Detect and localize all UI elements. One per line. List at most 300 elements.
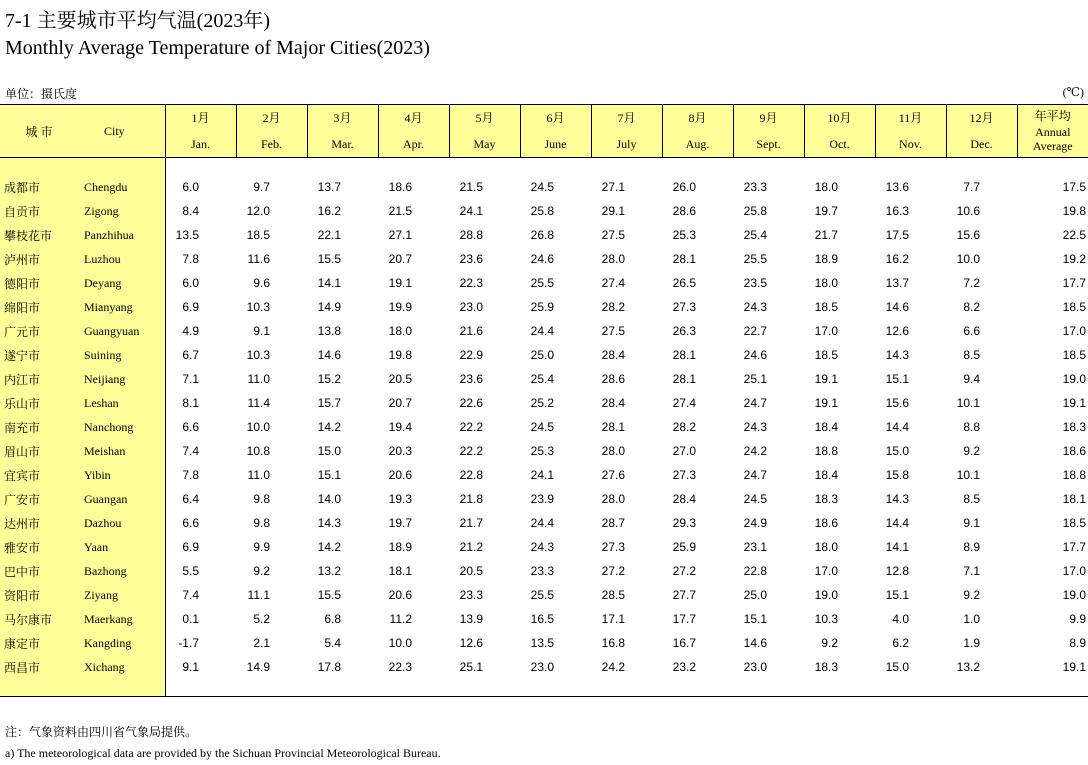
temperature-value: 11.0 (247, 468, 270, 482)
temperature-value: 24.1 (459, 204, 483, 218)
temperature-value: 27.5 (601, 324, 625, 338)
temperature-value: 27.0 (672, 444, 696, 458)
temperature-value: 25.0 (743, 588, 767, 602)
temperature-value: 16.2 (317, 204, 341, 218)
city-name-en: Dazhou (78, 511, 165, 535)
annual-average-value: 17.7 (1062, 276, 1086, 290)
annual-average-value: 19.1 (1062, 396, 1086, 410)
page-title-en: Monthly Average Temperature of Major Cities(2023) (5, 37, 430, 59)
annual-average-value: 19.1 (1017, 655, 1088, 697)
temperature-value: 21.6 (459, 324, 483, 338)
table-row (0, 631, 1088, 655)
temperature-value: 19.9 (388, 300, 412, 314)
temperature-value: 27.3 (672, 300, 696, 314)
temperature-value: 18.9 (388, 540, 412, 554)
temperature-value: 9.2 (963, 444, 980, 458)
temperature-value: 28.4 (601, 396, 625, 410)
temperature-value: 5.4 (324, 636, 341, 650)
temperature-value: 17.0 (814, 324, 838, 338)
header-month-6 (520, 105, 591, 158)
temperature-value: 19.3 (388, 492, 412, 506)
temperature-value: 10.0 (956, 252, 980, 266)
temperature-value: 27.2 (672, 564, 696, 578)
city-name-cn: 自贡市 (0, 199, 78, 223)
page-title-cn: 7-1 主要城市平均气温(2023年) (5, 10, 270, 32)
temperature-value: 29.1 (601, 204, 625, 218)
city-name-en: Guangyuan (78, 319, 165, 343)
city-name-en: Yibin (78, 463, 165, 487)
temperature-value: 6.6 (182, 516, 199, 530)
header-month-cn: 2月 (262, 111, 281, 125)
city-name-cn: 泸州市 (0, 247, 78, 271)
city-name-en: Ziyang (78, 583, 165, 607)
temperature-value: 25.5 (530, 588, 554, 602)
temperature-value: 12.6 (885, 324, 909, 338)
temperature-value: 22.3 (378, 655, 449, 697)
city-name-cn: 眉山市 (0, 439, 78, 463)
header-month-10 (804, 105, 875, 158)
header-annual-label: Annual (1035, 125, 1071, 139)
temperature-value: 25.4 (743, 228, 767, 242)
temperature-value: 28.2 (672, 420, 696, 434)
temperature-value: 23.0 (520, 655, 591, 697)
temperature-value: 24.7 (743, 396, 767, 410)
temperature-value: 15.6 (885, 396, 909, 410)
temperature-value: 28.4 (601, 348, 625, 362)
temperature-value: 18.0 (814, 276, 838, 290)
temperature-value: 23.2 (662, 655, 733, 697)
temperature-value: 19.0 (814, 588, 838, 602)
temperature-value: 23.6 (459, 372, 483, 386)
temperature-value: 11.4 (247, 396, 270, 410)
temperature-value: 11.2 (389, 612, 412, 626)
city-name-en: Maerkang (78, 607, 165, 631)
unit-symbol: (℃) (1062, 85, 1084, 99)
temperature-value: 7.1 (182, 372, 199, 386)
temperature-value: 20.3 (388, 444, 412, 458)
city-name-cn: 绵阳市 (0, 295, 78, 319)
temperature-value: 9.8 (253, 492, 270, 506)
city-name-cn: 巴中市 (0, 559, 78, 583)
temperature-value: 27.2 (601, 564, 625, 578)
header-month-11 (875, 105, 946, 158)
temperature-value: 6.6 (182, 420, 199, 434)
temperature-value: 28.0 (601, 252, 625, 266)
temperature-value: 9.4 (963, 372, 980, 386)
temperature-value: 24.3 (530, 540, 554, 554)
temperature-value: 24.4 (530, 324, 554, 338)
temperature-value: 9.8 (253, 516, 270, 530)
temperature-value: 22.2 (459, 444, 483, 458)
temperature-value: 9.7 (253, 180, 270, 194)
city-name-cn: 内江市 (0, 367, 78, 391)
annual-average-value: 18.5 (1062, 300, 1086, 314)
table-row (0, 655, 1088, 697)
temperature-value: 22.1 (317, 228, 341, 242)
city-name-cn: 资阳市 (0, 583, 78, 607)
temperature-value: 5.2 (253, 612, 270, 626)
temperature-value: 18.5 (814, 300, 838, 314)
temperature-value: 24.5 (530, 420, 554, 434)
temperature-value: 28.7 (601, 516, 625, 530)
temperature-value: 15.8 (885, 468, 909, 482)
table-row (0, 367, 1088, 391)
city-name-cn: 乐山市 (0, 391, 78, 415)
temperature-value: 26.3 (672, 324, 696, 338)
temperature-value: 17.8 (307, 655, 378, 697)
header-month-en: July (616, 137, 637, 151)
table-row (0, 559, 1088, 583)
temperature-value: 29.3 (672, 516, 696, 530)
temperature-value: 0.1 (182, 612, 199, 626)
temperature-value: 27.3 (672, 468, 696, 482)
city-name-cn: 广安市 (0, 487, 78, 511)
temperature-value: 27.4 (672, 396, 696, 410)
temperature-value: 25.3 (672, 228, 696, 242)
temperature-value: 28.1 (672, 348, 696, 362)
temperature-value: 6.6 (963, 324, 980, 338)
temperature-value: 15.5 (317, 588, 341, 602)
header-month-2 (236, 105, 307, 158)
temperature-value: 6.9 (182, 540, 199, 554)
temperature-value: 18.0 (814, 180, 838, 194)
header-month-en: Jan. (191, 137, 210, 151)
city-name-en: Yaan (78, 535, 165, 559)
annual-average-value: 17.0 (1062, 324, 1086, 338)
temperature-value: 9.2 (963, 588, 980, 602)
annual-average-value: 17.0 (1062, 564, 1086, 578)
temperature-value: 8.9 (963, 540, 980, 554)
table-row (0, 158, 1088, 200)
header-row (0, 105, 1088, 158)
temperature-value: 15.2 (317, 372, 341, 386)
temperature-value: 24.5 (530, 180, 554, 194)
annual-average-value: 22.5 (1062, 228, 1086, 242)
table-row (0, 199, 1088, 223)
temperature-value: 23.6 (459, 252, 483, 266)
temperature-value: 24.1 (530, 468, 554, 482)
temperature-value: 13.8 (317, 324, 341, 338)
header-month-5 (449, 105, 520, 158)
temperature-value: 20.6 (388, 468, 412, 482)
temperature-value: 7.1 (963, 564, 980, 578)
table-row (0, 535, 1088, 559)
temperature-value: 24.6 (743, 348, 767, 362)
temperature-value: 22.6 (459, 396, 483, 410)
temperature-value: 7.7 (963, 180, 980, 194)
temperature-value: 7.8 (182, 468, 199, 482)
city-name-en: Deyang (78, 271, 165, 295)
temperature-value: 24.2 (743, 444, 767, 458)
temperature-value: 18.3 (804, 655, 875, 697)
temperature-value: 6.8 (324, 612, 341, 626)
temperature-value: 27.6 (601, 468, 625, 482)
city-name-en: Chengdu (78, 158, 165, 200)
header-month-en: Dec. (970, 137, 993, 151)
temperature-value: 13.9 (459, 612, 483, 626)
temperature-value: 13.6 (885, 180, 909, 194)
annual-average-value: 18.5 (1062, 348, 1086, 362)
header-month-en: Sept. (756, 137, 781, 151)
temperature-value: 23.3 (743, 180, 767, 194)
temperature-value: 10.1 (956, 468, 980, 482)
temperature-value: 15.1 (743, 612, 767, 626)
annual-average-value: 9.9 (1069, 612, 1086, 626)
temperature-value: 2.1 (253, 636, 270, 650)
header-month-8 (662, 105, 733, 158)
temperature-value: 23.1 (743, 540, 767, 554)
temperature-value: 10.3 (246, 300, 270, 314)
temperature-value: 16.5 (530, 612, 554, 626)
annual-average-value: 17.5 (1062, 180, 1086, 194)
temperature-value: 14.9 (317, 300, 341, 314)
temperature-value: 9.2 (821, 636, 838, 650)
temperature-value: 19.1 (388, 276, 412, 290)
city-name-cn: 广元市 (0, 319, 78, 343)
city-name-cn: 南充市 (0, 415, 78, 439)
table-row (0, 295, 1088, 319)
city-name-en: Mianyang (78, 295, 165, 319)
temperature-value: 15.0 (885, 444, 909, 458)
temperature-value: 18.6 (814, 516, 838, 530)
city-name-cn: 遂宁市 (0, 343, 78, 367)
annual-average-value: 18.1 (1062, 492, 1086, 506)
city-name-en: Zigong (78, 199, 165, 223)
city-name-en: Xichang (78, 655, 165, 697)
header-city-en: City (78, 105, 165, 158)
temperature-value: 28.1 (601, 420, 625, 434)
temperature-value: 18.8 (814, 444, 838, 458)
header-month-9 (733, 105, 804, 158)
annual-average-value: 18.3 (1062, 420, 1086, 434)
temperature-value: 20.5 (388, 372, 412, 386)
temperature-value: 14.1 (317, 276, 341, 290)
temperature-value: 25.1 (449, 655, 520, 697)
city-name-en: Luzhou (78, 247, 165, 271)
table-row (0, 415, 1088, 439)
temperature-value: 13.2 (946, 655, 1017, 697)
header-month-cn: 4月 (404, 111, 423, 125)
annual-average-value: 8.9 (1069, 636, 1086, 650)
temperature-value: 19.7 (814, 204, 838, 218)
city-name-en: Suining (78, 343, 165, 367)
header-month-4 (378, 105, 449, 158)
temperature-value: 1.0 (963, 612, 980, 626)
header-month-en: Nov. (899, 137, 922, 151)
temperature-value: 28.4 (672, 492, 696, 506)
temperature-value: 8.2 (963, 300, 980, 314)
annual-average-value: 18.6 (1062, 444, 1086, 458)
temperature-value: 7.4 (182, 588, 199, 602)
temperature-value: 25.5 (530, 276, 554, 290)
temperature-value: 23.9 (530, 492, 554, 506)
temperature-value: 25.9 (530, 300, 554, 314)
temperature-value: 21.7 (459, 516, 483, 530)
header-annual-average (1017, 105, 1088, 158)
temperature-value: 4.9 (182, 324, 199, 338)
temperature-value: 25.8 (530, 204, 554, 218)
header-month-en: Aug. (685, 137, 710, 151)
temperature-value: 14.0 (317, 492, 341, 506)
temperature-value: 23.5 (743, 276, 767, 290)
table-row (0, 223, 1088, 247)
temperature-value: 28.6 (672, 204, 696, 218)
header-month-cn: 8月 (688, 111, 707, 125)
city-name-cn: 雅安市 (0, 535, 78, 559)
annual-average-value: 19.0 (1062, 588, 1086, 602)
temperature-value: 8.8 (963, 420, 980, 434)
temperature-value: 4.0 (892, 612, 909, 626)
table-row (0, 319, 1088, 343)
temperature-value: 22.7 (743, 324, 767, 338)
temperature-value: 18.0 (388, 324, 412, 338)
temperature-value: 10.1 (956, 396, 980, 410)
footnote-cn: 注：气象资料由四川省气象局提供。 (5, 725, 198, 739)
temperature-value: 18.6 (388, 180, 412, 194)
table-row (0, 463, 1088, 487)
temperature-value: 19.8 (388, 348, 412, 362)
temperature-value: 26.8 (530, 228, 554, 242)
annual-average-value: 17.7 (1062, 540, 1086, 554)
table-header (0, 105, 1088, 158)
temperature-value: 18.5 (814, 348, 838, 362)
city-name-en: Kangding (78, 631, 165, 655)
temperature-value: 20.7 (388, 396, 412, 410)
temperature-value: 12.8 (885, 564, 909, 578)
header-month-7 (591, 105, 662, 158)
city-name-en: Meishan (78, 439, 165, 463)
temperature-value: 7.8 (182, 252, 199, 266)
temperature-value: 28.6 (601, 372, 625, 386)
temperature-value: 28.0 (601, 492, 625, 506)
temperature-value: 18.0 (814, 540, 838, 554)
header-month-en: Feb. (261, 137, 282, 151)
temperature-value: 14.3 (317, 516, 341, 530)
temperature-value: 22.8 (459, 468, 483, 482)
table-row (0, 583, 1088, 607)
city-name-cn: 宜宾市 (0, 463, 78, 487)
city-name-en: Leshan (78, 391, 165, 415)
temperature-value: 14.4 (885, 516, 909, 530)
temperature-value: 28.5 (601, 588, 625, 602)
city-name-cn: 康定市 (0, 631, 78, 655)
temperature-value: 10.3 (246, 348, 270, 362)
header-month-en: Apr. (403, 137, 424, 151)
city-name-en: Panzhihua (78, 223, 165, 247)
city-name-cn: 德阳市 (0, 271, 78, 295)
temperature-value: 28.1 (672, 252, 696, 266)
table-row (0, 343, 1088, 367)
temperature-value: 6.7 (182, 348, 199, 362)
temperature-value: 15.7 (317, 396, 341, 410)
temperature-value: 14.6 (743, 636, 767, 650)
temperature-value: 14.6 (317, 348, 341, 362)
temperature-value: 18.5 (246, 228, 270, 242)
temperature-value: 13.5 (175, 228, 199, 242)
temperature-value: 24.3 (743, 420, 767, 434)
temperature-value: 22.3 (459, 276, 483, 290)
temperature-value: 6.0 (182, 180, 199, 194)
temperature-value: 16.8 (601, 636, 625, 650)
temperature-value: 25.9 (672, 540, 696, 554)
temperature-value: 28.1 (672, 372, 696, 386)
temperature-value: 18.4 (814, 468, 838, 482)
city-name-cn: 攀枝花市 (0, 223, 78, 247)
temperature-value: 22.8 (743, 564, 767, 578)
temperature-value: 13.7 (885, 276, 909, 290)
temperature-value: 10.6 (956, 204, 980, 218)
temperature-value: 14.3 (885, 348, 909, 362)
temperature-value: 23.0 (733, 655, 804, 697)
temperature-value: 9.1 (165, 655, 236, 697)
temperature-value: 22.9 (459, 348, 483, 362)
temperature-value: 19.1 (814, 396, 838, 410)
temperature-value: 13.5 (530, 636, 554, 650)
temperature-value: 28.2 (601, 300, 625, 314)
temperature-value: 18.3 (814, 492, 838, 506)
temperature-value: 21.5 (388, 204, 412, 218)
temperature-value: 20.5 (459, 564, 483, 578)
temperature-value: 14.4 (885, 420, 909, 434)
temperature-value: 16.7 (672, 636, 696, 650)
temperature-value: 9.2 (253, 564, 270, 578)
city-name-en: Neijiang (78, 367, 165, 391)
temperature-value: 20.7 (388, 252, 412, 266)
temperature-value: 15.1 (317, 468, 341, 482)
temperature-value: -1.7 (178, 636, 199, 650)
footnote-en: a) The meteorological data are provided by the Sichuan Provincial Meteorological Bureau. (5, 746, 441, 760)
annual-average-value: 19.2 (1062, 252, 1086, 266)
temperature-value: 28.8 (459, 228, 483, 242)
temperature-value: 15.0 (317, 444, 341, 458)
annual-average-value: 19.0 (1062, 372, 1086, 386)
table-row (0, 607, 1088, 631)
city-name-cn: 西昌市 (0, 655, 78, 697)
temperature-value: 9.1 (963, 516, 980, 530)
header-month-cn: 1月 (191, 111, 210, 125)
temperature-value: 24.6 (530, 252, 554, 266)
temperature-value: 14.6 (885, 300, 909, 314)
temperature-value: 18.1 (388, 564, 412, 578)
header-month-3 (307, 105, 378, 158)
annual-average-value: 18.8 (1062, 468, 1086, 482)
city-name-en: Guangan (78, 487, 165, 511)
temperature-value: 27.1 (601, 180, 625, 194)
table-row (0, 391, 1088, 415)
temperature-value: 19.1 (814, 372, 838, 386)
temperature-value: 24.7 (743, 468, 767, 482)
temperature-value: 17.1 (601, 612, 625, 626)
temperature-value: 25.8 (743, 204, 767, 218)
temperature-value: 23.3 (459, 588, 483, 602)
header-month-cn: 7月 (617, 111, 636, 125)
header-city-cn: 城 市 (0, 105, 78, 158)
temperature-value: 6.0 (182, 276, 199, 290)
temperature-value: 9.6 (253, 276, 270, 290)
temperature-value: 6.4 (182, 492, 199, 506)
temperature-value: 10.0 (246, 420, 270, 434)
temperature-value: 14.1 (885, 540, 909, 554)
temperature-value: 12.6 (459, 636, 483, 650)
temperature-value: 13.7 (317, 180, 341, 194)
temperature-value: 20.6 (388, 588, 412, 602)
temperature-value: 24.5 (743, 492, 767, 506)
table-body (0, 158, 1088, 697)
temperature-value: 21.8 (459, 492, 483, 506)
temperature-value: 9.9 (253, 540, 270, 554)
header-month-en: Mar. (331, 137, 354, 151)
table-row (0, 247, 1088, 271)
